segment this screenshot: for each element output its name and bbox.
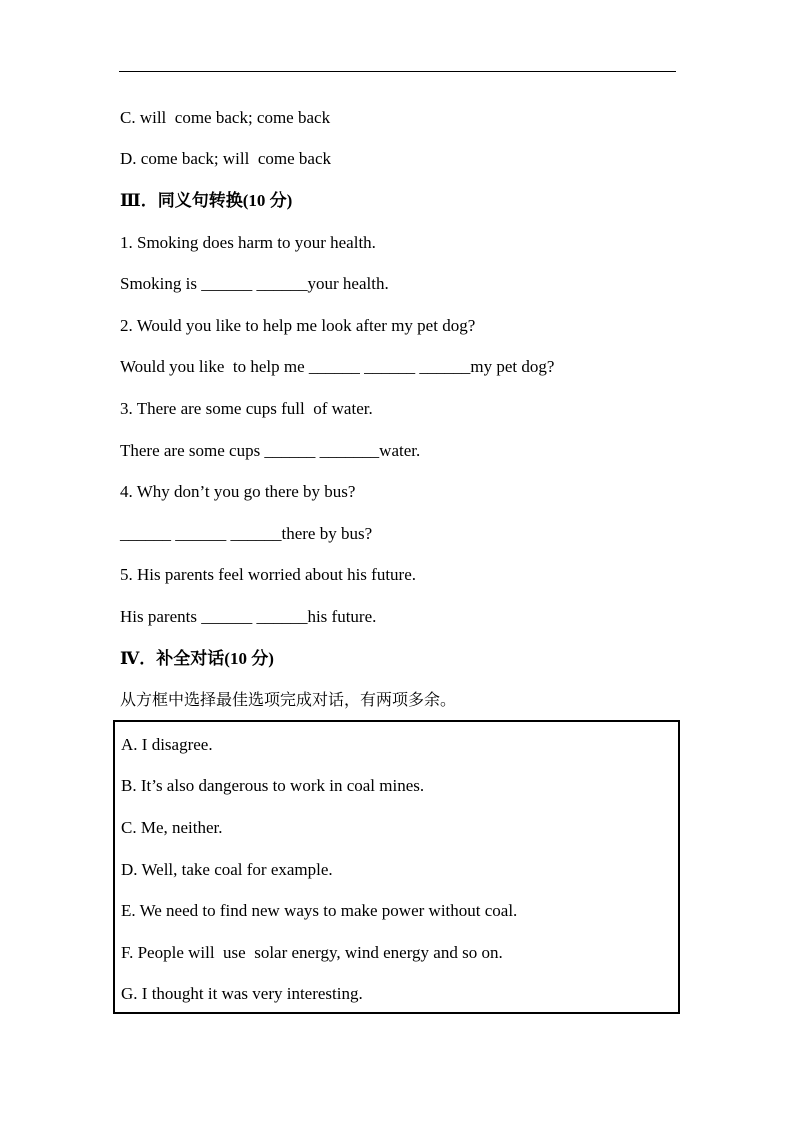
box-option-f: F. People will use solar energy, wind energy and so on. [121, 943, 503, 962]
box-option-e: E. We need to find new ways to make power without coal. [121, 901, 518, 920]
options-box [113, 720, 680, 1014]
header-rule [119, 71, 676, 72]
section-4-title: Ⅳ．补全对话(10 分) [120, 649, 274, 668]
item-3-rewrite: There are some cups ______ _______water. [120, 441, 421, 460]
box-option-g: G. I thought it was very interesting. [121, 984, 363, 1003]
item-5-rewrite: His parents ______ ______his future. [120, 607, 377, 626]
box-option-d: D. Well, take coal for example. [121, 860, 333, 879]
option-c: C. will come back; come back [120, 108, 331, 127]
option-d: D. come back; will come back [120, 149, 332, 168]
item-1-original: 1. Smoking does harm to your health. [120, 233, 376, 252]
item-1-rewrite: Smoking is ______ ______your health. [120, 274, 389, 293]
box-option-a: A. I disagree. [121, 735, 213, 754]
box-option-b: B. It’s also dangerous to work in coal mines. [121, 776, 425, 795]
item-2-original: 2. Would you like to help me look after my pet dog? [120, 316, 476, 335]
item-2-rewrite: Would you like to help me ______ ______ ______my pet dog? [120, 357, 555, 376]
item-4-rewrite: ______ ______ ______there by bus? [120, 524, 373, 543]
section-3-title: Ⅲ．同义句转换(10 分) [120, 191, 293, 210]
section-4-instruction: 从方框中选择最佳选项完成对话，有两项多余。 [120, 690, 457, 709]
item-3-original: 3. There are some cups full of water. [120, 399, 373, 418]
item-4-original: 4. Why don’t you go there by bus? [120, 482, 356, 501]
box-option-c: C. Me, neither. [121, 818, 223, 837]
item-5-original: 5. His parents feel worried about his future. [120, 565, 416, 584]
